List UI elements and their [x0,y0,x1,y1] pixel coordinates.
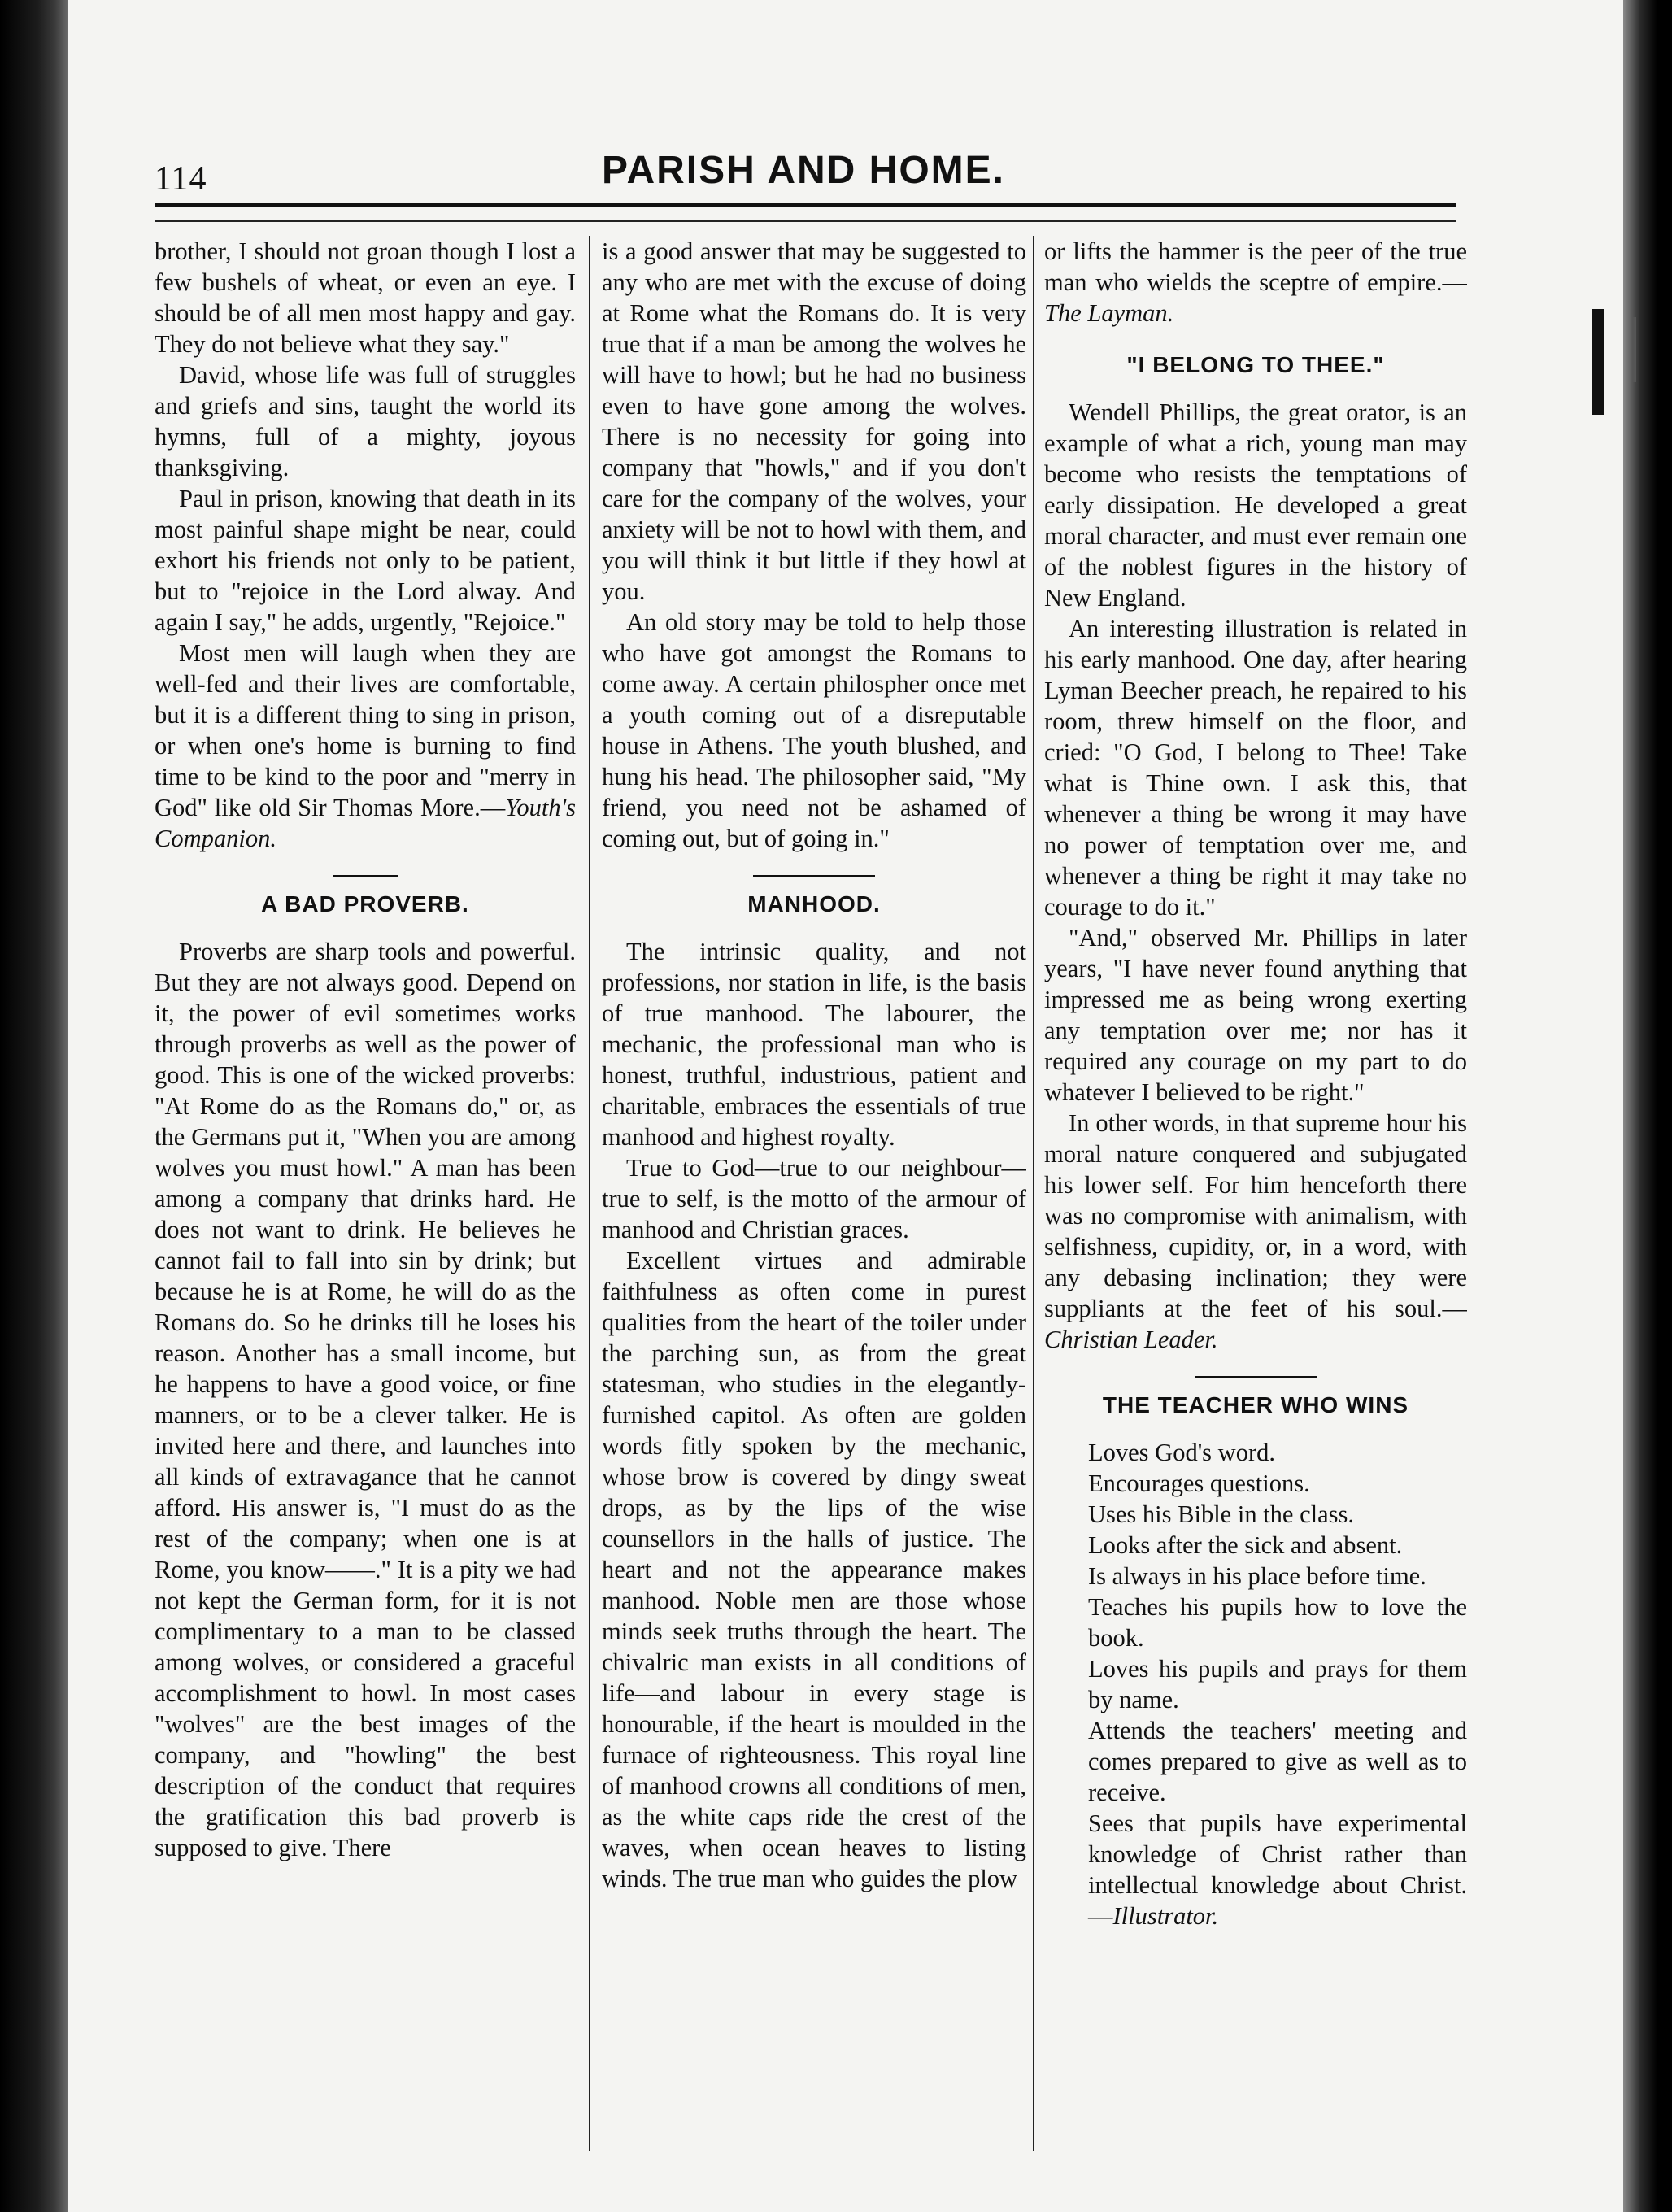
column-1 [155,236,576,2155]
list-item: Loves his pupils and prays for them by name. [1088,1655,1467,1713]
column-divider-1 [589,236,590,2151]
list-item: Teaches his pupils how to love the book. [1088,1593,1467,1652]
paragraph-text: In other words, in that supreme hour his moral nature conquered and subjugated his lower self. For him henceforth there was no compromise with animalism, with selfishness, cupidity, or, in a word, with any debasing inclination; they were suppliants at the feet of his soul.— [1044,1109,1467,1322]
binding-mark [1592,309,1604,415]
list-item: Uses his Bible in the class. [1088,1500,1354,1528]
column-divider-2 [1033,236,1034,2151]
scan-border-right [1623,0,1672,2212]
list-item-text: Sees that pupils have experimental knowledge of Christ rather than intellectual knowledge about Christ.— [1088,1809,1467,1930]
header-rule-thin [155,220,1456,222]
list-item: Encourages questions. [1088,1470,1310,1497]
scan-border-left [0,0,68,2212]
paragraph: brother, I should not groan though I lost a few bushels of wheat, or even an eye. I should be of all men most happy and gay. They do not believe what they say." [155,237,576,358]
paragraph-text: Most men will laugh when they are well-fed and their lives are comfortable, but it is a different thing to sing in prison, or when one's home is burning to find time to be kind to the poor and "merry in God" like old Sir Thomas More.— [155,639,576,821]
article-heading: "I BELONG TO THEE." [1126,352,1385,377]
article-heading: MANHOOD. [602,875,1026,920]
paragraph: The intrinsic quality, and not professions, nor station in life, is the basis of true manhood. The labourer, the mechanic, the professional man who is honest, truthful, industrious, patient and charitable, embraces the essentials of true manhood and highest royalty. [602,938,1026,1151]
header-rule-thick [155,203,1456,207]
paragraph: David, whose life was full of struggles and griefs and sins, taught the world its hymns, full of a mighty, joyous thanksgiving. [155,361,576,481]
paragraph-text: or lifts the hammer is the peer of the true man who wields the sceptre of empire.— [1044,237,1467,296]
paragraph [1044,1108,1467,1355]
article-heading: A BAD PROVERB. [155,875,576,920]
paragraph: Wendell Phillips, the great orator, is an example of what a rich, young man may become who resists the temptations of early dissipation. He developed a great moral character, and must ever remain one of the noblest figures in the history of New England. [1044,398,1467,612]
paragraph: is a good answer that may be suggested to any who are met with the excuse of doing at Rome what the Romans do. It is very true that if a man be among the wolves he will have to howl; but he had no business even to have gone among the wolves. There is no necessity for going into company that "howls," and if you don't care for the company of the wolves, your anxiety will be not to howl with them, and you will think it but little if they howl at you. [602,237,1026,605]
paragraph: An interesting illustration is related in his early manhood. One day, after hearing Lyman Beecher preach, he repaired to his room, threw himself on the floor, and cried: "O God, I belong to Thee! Take what is Thine own. I ask this, that whenever a thing be wrong it may have no power of temptation over me, and whenever a thing be right it may take no courage to do it." [1044,615,1467,921]
article-heading: THE TEACHER WHO WINS [1044,1376,1467,1421]
running-title: PARISH AND HOME. [602,149,1006,192]
paragraph: True to God—true to our neighbour—true to self, is the motto of the armour of manhood and Christian graces. [602,1154,1026,1243]
binding-mark-secondary [1633,317,1636,382]
source-attribution: Illustrator. [1112,1902,1219,1930]
page-number: 114 [155,160,207,198]
list-item [1044,1808,1467,1931]
paragraph [1044,236,1467,329]
paragraph: "And," observed Mr. Phillips in later years, "I have never found anything that impressed me as being wrong exerting any temptation over me; nor has it required any courage on my part to do whatever I believed to be right." [1044,924,1467,1106]
list-item: Looks after the sick and absent. [1088,1531,1403,1559]
column-3 [1044,236,1467,2155]
paragraph: Paul in prison, knowing that death in its most painful shape might be near, could exhort his friends not only to be patient, but to "rejoice in the Lord alway. And again I say," he adds, urgently, "Rejoice." [155,485,576,636]
paragraph: An old story may be told to help those who have got amongst the Romans to come away. A certain philospher once met a youth coming out of a disreputable house in Athens. The youth blushed, and hung his head. The philosopher said, "My friend, you need not be ashamed of coming out, but of going in." [602,608,1026,852]
list-item: Loves God's word. [1088,1439,1275,1466]
list-item: Attends the teachers' meeting and comes prepared to give as well as to receive. [1088,1717,1467,1806]
source-attribution: Christian Leader. [1044,1326,1218,1353]
column-2 [602,236,1026,2155]
paragraph [155,638,576,854]
paragraph: Proverbs are sharp tools and powerful. But they are not always good. Depend on it, the power of evil sometimes works through proverbs as well as the power of good. This is one of the wicked proverbs: "At Rome do as the Romans do," or, as the Germans put it, "When you are among wolves you must howl." A man has been among a company that drinks hard. He does not want to drink. He believes he cannot fail to fall into sin by drink; but because he is at Rome, he will do as the Romans do. So he drinks till he loses his reason. Another has a small income, but he happens to have a good voice, or fine manners, or to be a clever talker. He is invited here and there, and launches into all kinds of extravagance that he cannot afford. His answer is, "I must do as the rest of the company; when one is at Rome, you know——." It is a pity we had not kept the German form, for it is not complimentary to a man to be classed among wolves, or considered a graceful accomplishment to howl. In most cases "wolves" are the best images of the company, and "howling" the best description of the conduct that requires the gratification this bad proverb is supposed to give. There [155,938,576,1861]
source-attribution: The Layman. [1044,299,1174,327]
source-attribution: Youth's Companion. [155,794,576,852]
list-item: Is always in his place before time. [1088,1562,1426,1590]
paragraph: Excellent virtues and admirable faithfulness as often come in purest qualities from the heart of the toiler under the parching sun, as from the great statesman, who studies in the elegantly-furnished capitol. As often are golden words fitly spoken by the mechanic, whose brow is covered by dingy sweat drops, as by the lips of the wise counsellors in the halls of justice. The heart and not the appearance makes manhood. Noble men are those whose minds seek truths through the heart. The chivalric man exists in all conditions of life—and labour in every stage is honourable, if the heart is moulded in the furnace of righteousness. This royal line of manhood crowns all conditions of men, as the white caps ride the crest of the waves, when ocean heaves to listing winds. The true man who guides the plow [602,1247,1026,1892]
